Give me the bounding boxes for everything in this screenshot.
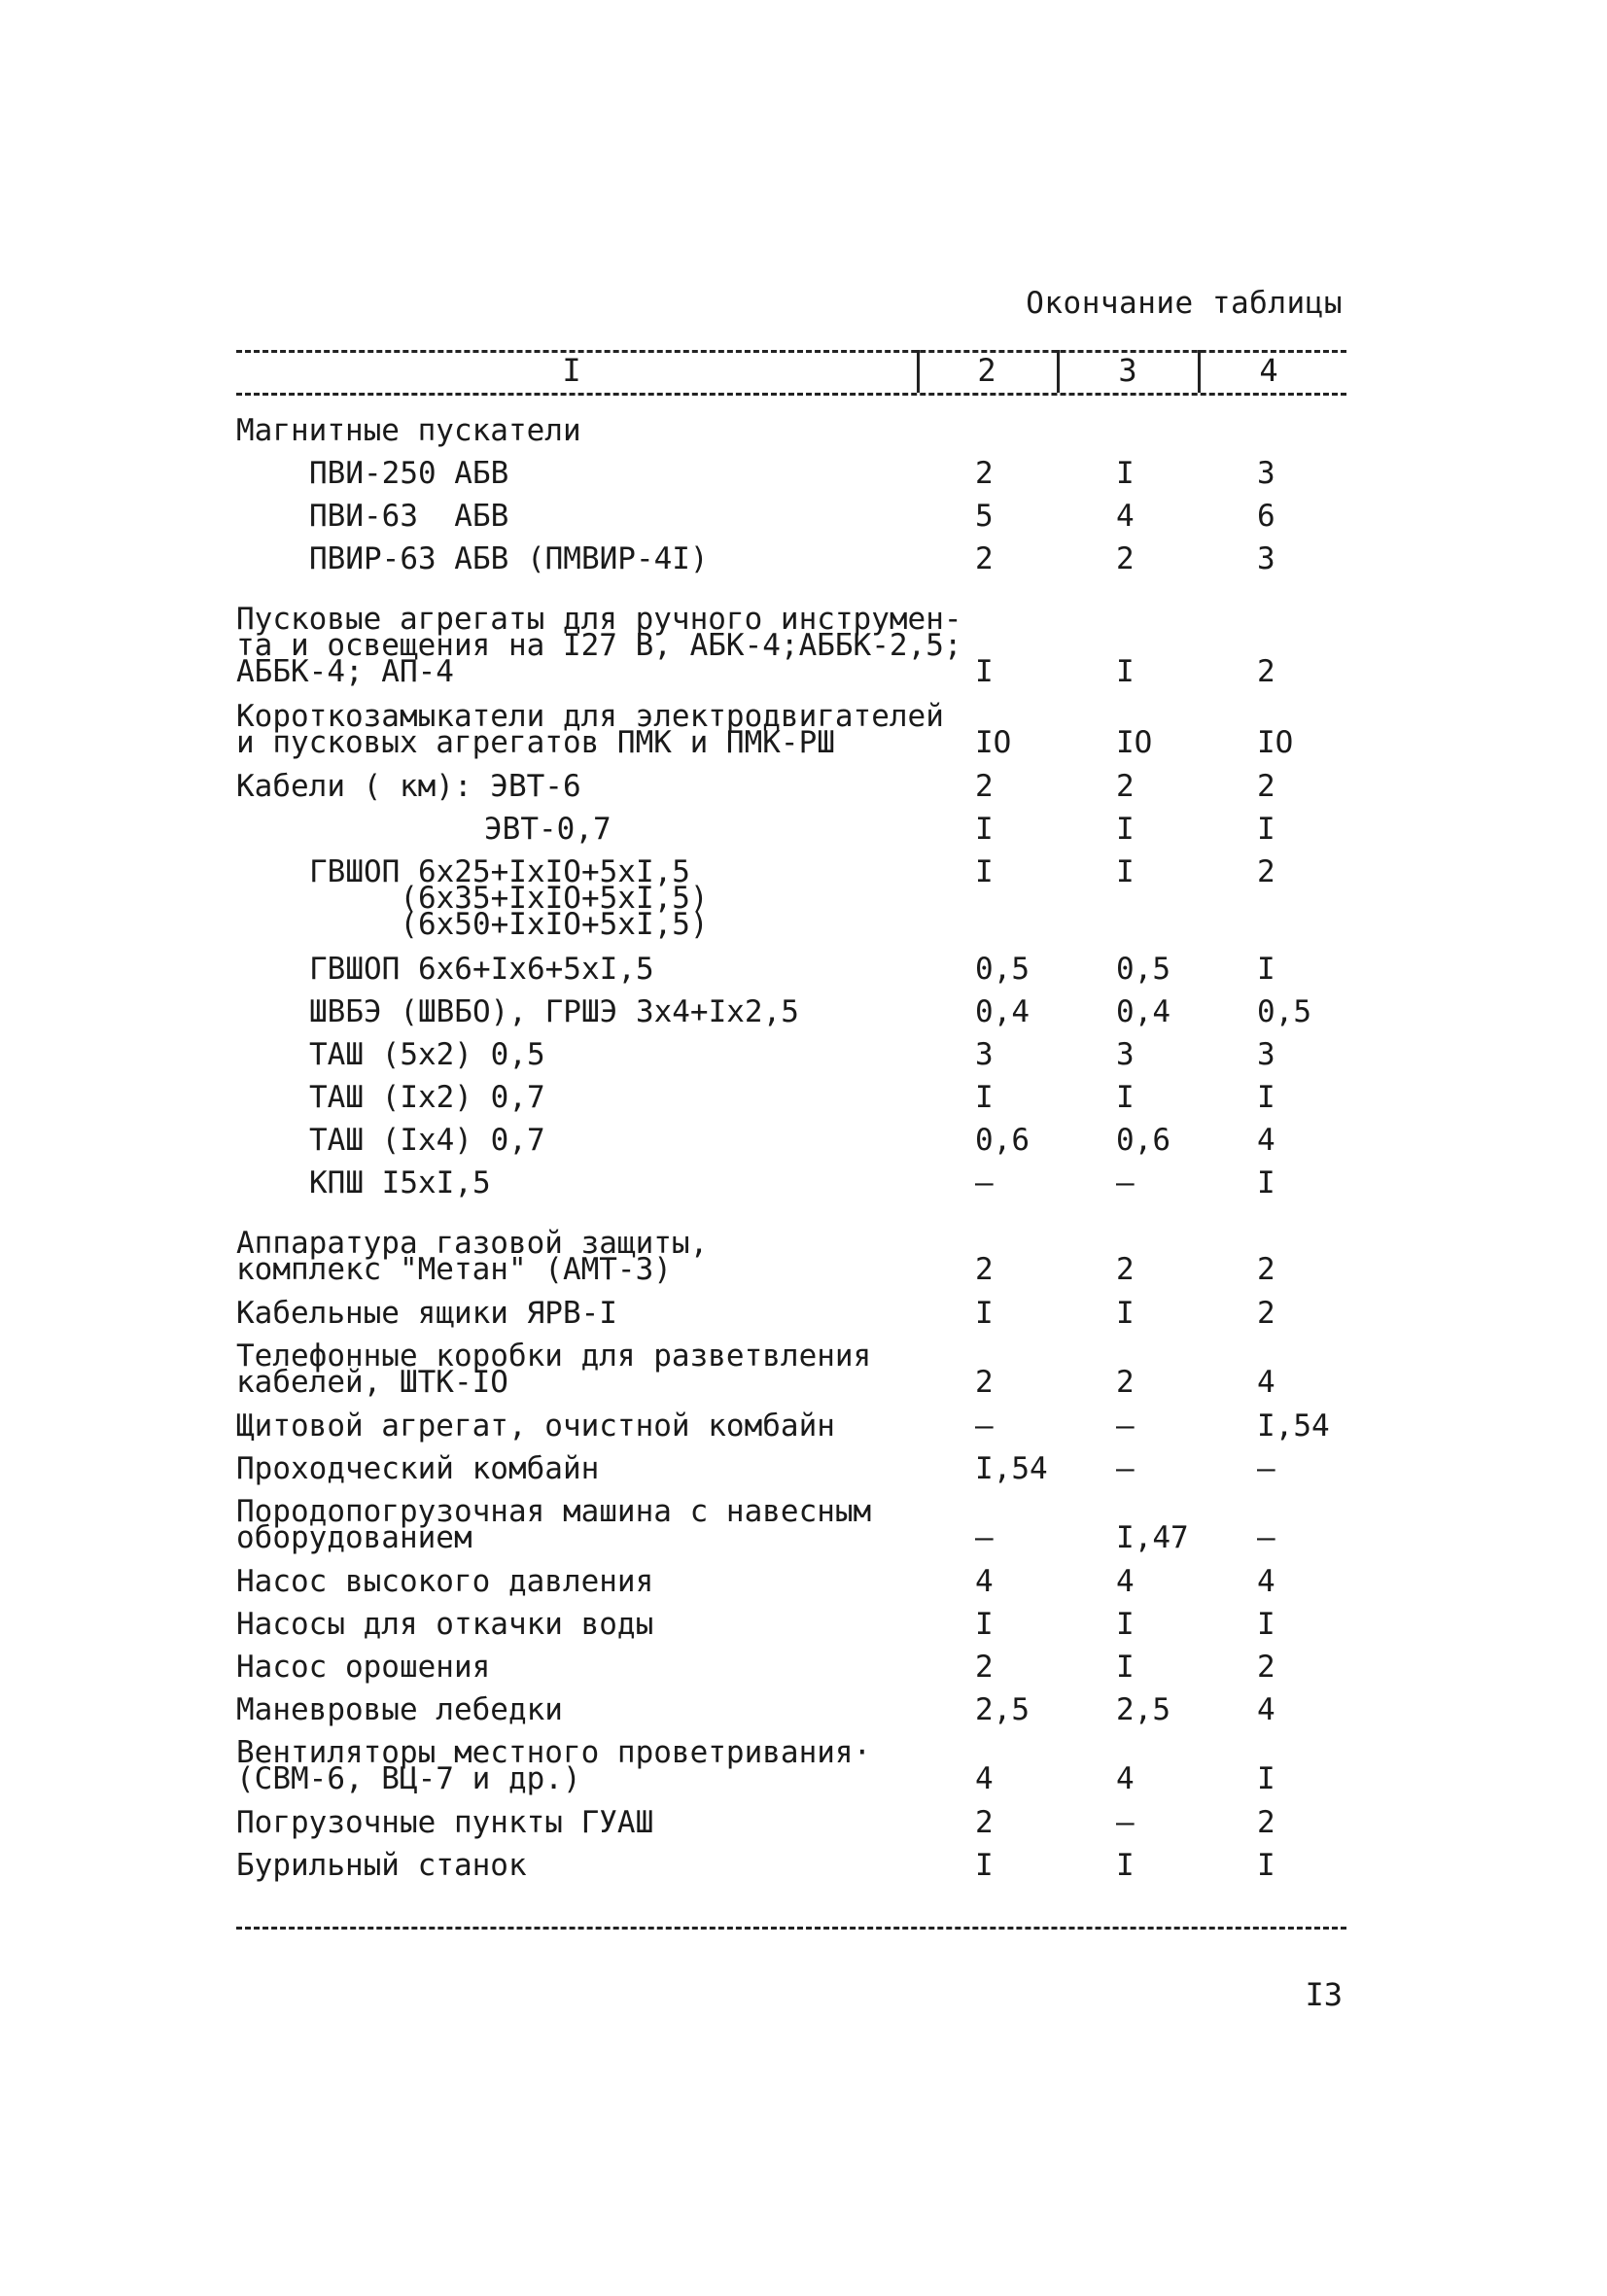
row-label: ТАШ (5х2) 0,5 [309, 1037, 545, 1072]
row-value-v3: I [1116, 1607, 1135, 1642]
row-value-v2: 2,5 [975, 1692, 1030, 1727]
row-value-v2: 5 [975, 499, 994, 534]
header-col-1: I [562, 352, 581, 389]
table-row [0, 413, 1607, 461]
row-value-v4: IO [1257, 725, 1294, 760]
table-row [0, 1123, 1607, 1170]
table-row [0, 499, 1607, 546]
row-value-v3: 4 [1116, 1761, 1135, 1796]
table-row [0, 1451, 1607, 1499]
table-row [0, 1494, 1607, 1569]
row-value-v3: – [1116, 1805, 1135, 1840]
row-value-v4: 3 [1257, 456, 1275, 491]
row-value-v4: I [1257, 1165, 1275, 1200]
row-label: Магнитные пускатели [236, 413, 581, 448]
row-label: ПВИР-63 АБВ (ПМВИР-4I) [309, 541, 709, 576]
row-label: Кабели ( км): ЭВТ-6 [236, 769, 581, 804]
header-separator [917, 350, 920, 393]
row-value-v2: I [975, 812, 994, 847]
row-value-v3: I [1116, 1296, 1135, 1331]
table-row [0, 854, 1607, 957]
row-value-v2: 0,6 [975, 1123, 1030, 1158]
row-label: ПВИ-63 АБВ [309, 499, 509, 534]
table-row [0, 812, 1607, 859]
row-label: Насосы для откачки воды [236, 1607, 654, 1642]
table-bottom-rule [236, 1927, 1346, 1930]
row-value-v4: 4 [1257, 1365, 1275, 1400]
row-value-v3: I [1116, 854, 1135, 889]
row-value-v2: – [975, 1520, 994, 1555]
table-row [0, 1339, 1607, 1413]
row-label: Щитовой агрегат, очистной комбайн [236, 1409, 835, 1444]
row-label: ГВШОП 6х25+IхIO+5хI,5 (6х35+IхIO+5хI,5) (6х50+IхIO+5хI,5) [309, 854, 709, 942]
row-value-v4: 2 [1257, 654, 1275, 689]
header-col-4: 4 [1259, 352, 1278, 389]
row-value-v2: 2 [975, 456, 994, 491]
header-separator [1198, 350, 1201, 393]
table-row [0, 1692, 1607, 1740]
row-label: Проходческий комбайн [236, 1451, 600, 1486]
row-label: Телефонные коробки для разветвления кабелей, ШТК-IO [236, 1339, 872, 1400]
row-value-v2: 2 [975, 1252, 994, 1287]
table-row [0, 1226, 1607, 1301]
row-label: ШВБЭ (ШВБО), ГРШЭ 3х4+Iх2,5 [309, 994, 799, 1029]
header-col-2: 2 [977, 352, 996, 389]
row-value-v3: 0,5 [1116, 952, 1170, 987]
row-value-v2: I [975, 1296, 994, 1331]
table-row [0, 1037, 1607, 1085]
table-row [0, 541, 1607, 607]
row-label: ТАШ (Iх2) 0,7 [309, 1080, 545, 1115]
row-value-v4: 2 [1257, 1252, 1275, 1287]
row-value-v2: – [975, 1165, 994, 1200]
row-value-v2: 0,4 [975, 994, 1030, 1029]
row-value-v4: 2 [1257, 1296, 1275, 1331]
row-value-v3: I [1116, 456, 1135, 491]
row-value-v4: – [1257, 1451, 1275, 1486]
row-value-v4: 4 [1257, 1564, 1275, 1599]
row-value-v2: I,54 [975, 1451, 1048, 1486]
header-bottom-rule [236, 393, 1346, 396]
row-value-v3: – [1116, 1409, 1135, 1444]
row-value-v2: 2 [975, 1650, 994, 1685]
row-value-v4: 4 [1257, 1123, 1275, 1158]
row-value-v3: 0,4 [1116, 994, 1170, 1029]
row-value-v2: 3 [975, 1037, 994, 1072]
table-row [0, 1409, 1607, 1456]
row-value-v3: I [1116, 1848, 1135, 1883]
table-row [0, 1805, 1607, 1853]
row-label: Маневровые лебедки [236, 1692, 563, 1727]
row-value-v3: I,47 [1116, 1520, 1189, 1555]
table-row [0, 699, 1607, 774]
row-value-v4: I [1257, 812, 1275, 847]
row-label: Кабельные ящики ЯРВ-I [236, 1296, 617, 1331]
row-label: КПШ I5хI,5 [309, 1165, 491, 1200]
row-label: ТАШ (Iх4) 0,7 [309, 1123, 545, 1158]
row-value-v3: IO [1116, 725, 1153, 760]
row-value-v4: I,54 [1257, 1409, 1330, 1444]
row-value-v3: I [1116, 654, 1135, 689]
row-value-v2: 2 [975, 1365, 994, 1400]
table-row [0, 1564, 1607, 1612]
row-value-v4: 2 [1257, 1805, 1275, 1840]
table-row [0, 952, 1607, 999]
row-value-v2: 4 [975, 1564, 994, 1599]
row-label: Насос орошения [236, 1650, 491, 1685]
row-value-v2: 2 [975, 769, 994, 804]
row-value-v2: 4 [975, 1761, 994, 1796]
row-value-v4: 2 [1257, 1650, 1275, 1685]
row-value-v2: 0,5 [975, 952, 1030, 987]
row-label: Бурильный станок [236, 1848, 527, 1883]
row-value-v3: 2 [1116, 769, 1135, 804]
row-value-v2: 2 [975, 1805, 994, 1840]
row-value-v4: I [1257, 952, 1275, 987]
row-label: Породопогрузочная машина с навесным оборудованием [236, 1494, 872, 1555]
row-value-v3: 2 [1116, 1252, 1135, 1287]
row-value-v3: I [1116, 812, 1135, 847]
row-value-v4: 3 [1257, 541, 1275, 576]
row-label: ГВШОП 6х6+Iх6+5хI,5 [309, 952, 654, 987]
row-value-v4: 4 [1257, 1692, 1275, 1727]
row-value-v3: – [1116, 1165, 1135, 1200]
row-value-v4: 0,5 [1257, 994, 1311, 1029]
row-value-v3: I [1116, 1080, 1135, 1115]
row-value-v3: I [1116, 1650, 1135, 1685]
row-value-v3: 2,5 [1116, 1692, 1170, 1727]
row-value-v3: 0,6 [1116, 1123, 1170, 1158]
table-row [0, 1607, 1607, 1654]
row-value-v4: 2 [1257, 769, 1275, 804]
row-value-v3: 4 [1116, 1564, 1135, 1599]
table-row [0, 1296, 1607, 1343]
table-row [0, 1080, 1607, 1128]
table-row [0, 1735, 1607, 1810]
row-value-v4: I [1257, 1607, 1275, 1642]
row-value-v4: I [1257, 1848, 1275, 1883]
table-row [0, 1848, 1607, 1896]
row-label: Пусковые агрегаты для ручного инструмен- та и освещения на I27 В, АБК-4;АББК-2,5; АББК-4; АП-4 [236, 602, 962, 689]
table-row [0, 1165, 1607, 1231]
row-label: ПВИ-250 АБВ [309, 456, 509, 491]
row-value-v3: 4 [1116, 499, 1135, 534]
row-value-v2: IO [975, 725, 1012, 760]
table-row [0, 456, 1607, 504]
row-value-v4: 6 [1257, 499, 1275, 534]
table-caption: Окончание таблицы [1026, 286, 1343, 321]
table-body [0, 413, 1607, 1896]
row-value-v2: I [975, 654, 994, 689]
row-value-v4: 3 [1257, 1037, 1275, 1072]
row-value-v2: – [975, 1409, 994, 1444]
row-label: Насос высокого давления [236, 1564, 654, 1599]
row-label: ЭВТ-0,7 [484, 812, 611, 847]
row-value-v4: – [1257, 1520, 1275, 1555]
row-label: Вентиляторы местного проветривания· (СВМ-6, ВЦ-7 и др.) [236, 1735, 872, 1796]
row-value-v2: I [975, 854, 994, 889]
row-value-v4: I [1257, 1080, 1275, 1115]
row-label: Погрузочные пункты ГУАШ [236, 1805, 654, 1840]
row-label: Короткозамыкатели для электродвигателей и пусковых агрегатов ПМК и ПМК-РШ [236, 699, 944, 760]
page-number: I3 [1305, 1976, 1343, 2013]
header-col-3: 3 [1118, 352, 1137, 389]
row-value-v4: 2 [1257, 854, 1275, 889]
row-value-v4: I [1257, 1761, 1275, 1796]
row-value-v3: 3 [1116, 1037, 1135, 1072]
table-row [0, 602, 1607, 704]
row-value-v2: I [975, 1080, 994, 1115]
row-value-v3: 2 [1116, 541, 1135, 576]
table-row [0, 769, 1607, 817]
row-label: Аппаратура газовой защиты, комплекс "Метан" (АМТ-3) [236, 1226, 709, 1287]
table-row [0, 1650, 1607, 1697]
row-value-v3: – [1116, 1451, 1135, 1486]
row-value-v3: 2 [1116, 1365, 1135, 1400]
header-separator [1057, 350, 1060, 393]
row-value-v2: I [975, 1607, 994, 1642]
table-row [0, 994, 1607, 1042]
row-value-v2: 2 [975, 541, 994, 576]
row-value-v2: I [975, 1848, 994, 1883]
